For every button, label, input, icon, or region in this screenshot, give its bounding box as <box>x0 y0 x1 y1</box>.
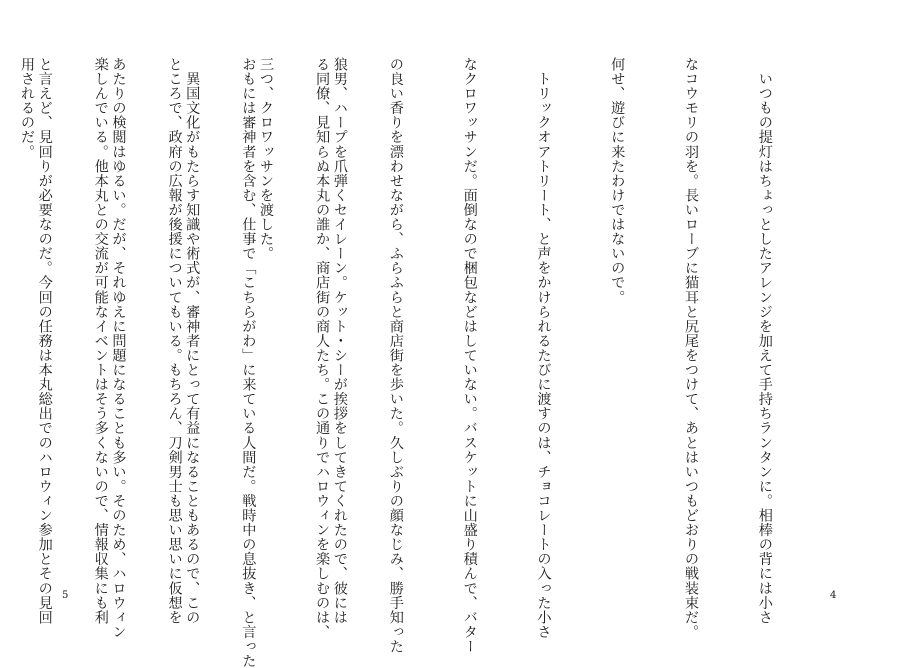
text-line: 楽しんでいる。他本丸との交流が可能なイベントはそう多くないので、情報収集にも利 <box>92 57 109 625</box>
text-line: 用されるのだ。 <box>19 57 35 159</box>
text-line: おもには審神者を含む、仕事で「こちらがわ」に来ている人間だ。戦時中の息抜き、と言った <box>240 57 257 668</box>
text-line: と言えど、見回りが必要なのだ。今回の任務は本丸総出でのハロウィン参加とその見回 <box>36 57 53 625</box>
text-line: る同僚、見知らぬ本丸の誰か、商店街の商人たち。この通りでハロウィンを楽しむのは、 <box>314 57 331 639</box>
text-line: ところで、政府の広報が後援についてもいる。もちろん、刀剣男士も思い思いに仮想を <box>166 57 183 625</box>
text-line: 異国文化がもたらす知識や術式が、審神者にとって有益になることもあるので、この <box>184 57 201 625</box>
page-number: 4 <box>830 590 837 601</box>
page-number: 5 <box>62 590 69 601</box>
text-line: トリックオアトリート、と声をかけられるたびに渡すのは、チョコレートの入った小さ <box>535 57 552 639</box>
text-line: いつもの提灯はちょっとしたアレンジを加えて手持ちランタンに。相棒の背には小さ <box>756 57 773 625</box>
text-line: 何せ、遊びに来たわけではないので。 <box>609 57 626 305</box>
text-line: の良い香りを漂わせながら、ふらふらと商店街を歩いた。久しぶりの顔なじみ、勝手知った <box>387 57 404 654</box>
text-line: 三つ、クロワッサンを渡した。 <box>258 57 275 261</box>
text-line: 狼男、ハープを爪弾くセイレーン。ケット・シーが挨拶をしてきてくれたので、彼には <box>331 57 348 625</box>
text-line: なクロワッサンだ。面倒なので梱包などはしていない。バスケットに山盛り積んで、バター <box>461 57 478 654</box>
text-line: あたりの検閲はゆるい。だが、それゆえに問題になることも多い。そのため、ハロウィン <box>110 57 127 639</box>
text-line: なコウモリの羽を。長いローブに猫耳と尻尾をつけて、あとはいつもどおりの戦装束だ。 <box>683 57 700 639</box>
